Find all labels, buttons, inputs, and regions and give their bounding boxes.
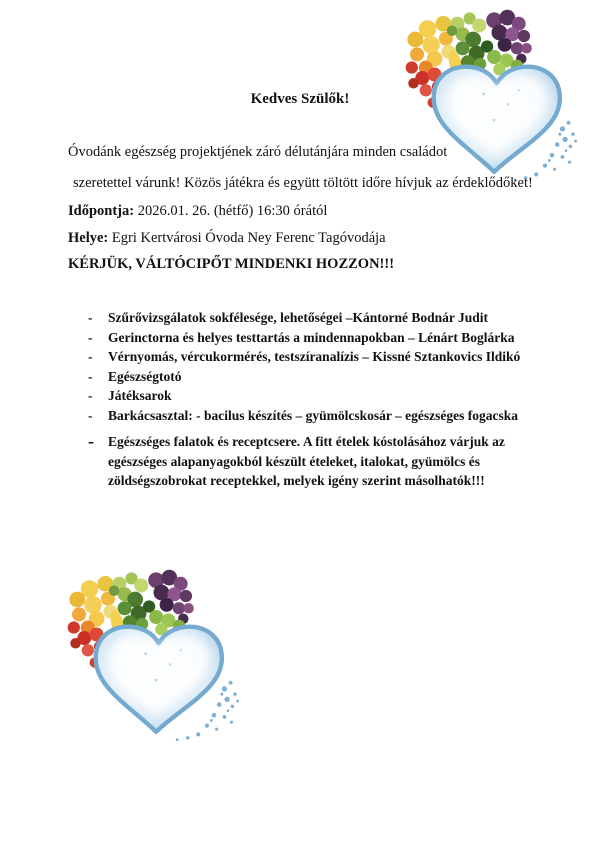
dash-bullet: - xyxy=(88,431,94,451)
heart-artwork-icon xyxy=(58,566,242,746)
intro-line-2: szeretettel várunk! Közös játékra és együtt töltött időre hívjuk az érdeklődőket! xyxy=(73,175,533,191)
dash-bullet: - xyxy=(88,329,93,345)
list-item xyxy=(88,347,540,367)
list-item-text: Vérnyomás, vércukormérés, testszíranalízis – Kissné Sztankovics Ildikó xyxy=(108,349,521,364)
date-value: 2026.01. 26. (hétfő) 16:30 órától xyxy=(137,203,328,219)
list-item-text: Egészséges falatok és receptcsere. A fitt ételek kóstolásához várjuk az egészséges alapanyagokból készült ételeket, italokat, gyümölcs és zöldségszobrokat receptekkel, melyek igény szerint másolhatók!!! xyxy=(108,434,505,488)
changing-shoes-notice: KÉRJÜK, VÁLTÓCIPŐT MINDENKI HOZZON!!! xyxy=(68,256,395,272)
list-item-text: Szűrővizsgálatok sokfélesége, lehetőségei –Kántorné Bodnár Judit xyxy=(108,310,488,325)
list-item-text: Játéksarok xyxy=(108,388,172,403)
list-item xyxy=(88,367,540,387)
list-item-text: Egészségtotó xyxy=(108,368,182,384)
location-value: Egri Kertvárosi Óvoda Ney Ferenc Tagóvodája xyxy=(111,230,386,246)
dash-bullet: - xyxy=(88,349,93,364)
list-item-text: Gerinctorna és helyes testtartás a mindennapokban – Lénárt Boglárka xyxy=(108,329,515,345)
date-label: Időpontja: xyxy=(68,203,135,219)
dash-bullet: - xyxy=(88,368,93,384)
list-item xyxy=(88,406,540,426)
list-item-text: Barkácsasztal: - bacilus készítés – gyümölcskosár – egészséges fogacska xyxy=(108,407,518,423)
program-list xyxy=(88,308,540,491)
intro-line-1: Óvodánk egészség projektjének záró délutánjára minden családot xyxy=(68,144,448,160)
greeting-title: Kedves Szülők! xyxy=(250,91,350,107)
dash-bullet: - xyxy=(88,407,93,423)
dash-bullet: - xyxy=(88,310,93,325)
event-location-line xyxy=(68,230,386,247)
list-item xyxy=(88,308,540,328)
location-label: Helye: xyxy=(68,230,109,246)
list-item xyxy=(88,432,540,491)
fruit-water-heart-image-bottom xyxy=(58,566,242,746)
list-item xyxy=(88,386,540,406)
event-date-line xyxy=(68,203,327,220)
list-item xyxy=(88,328,540,348)
dash-bullet: - xyxy=(88,388,93,403)
